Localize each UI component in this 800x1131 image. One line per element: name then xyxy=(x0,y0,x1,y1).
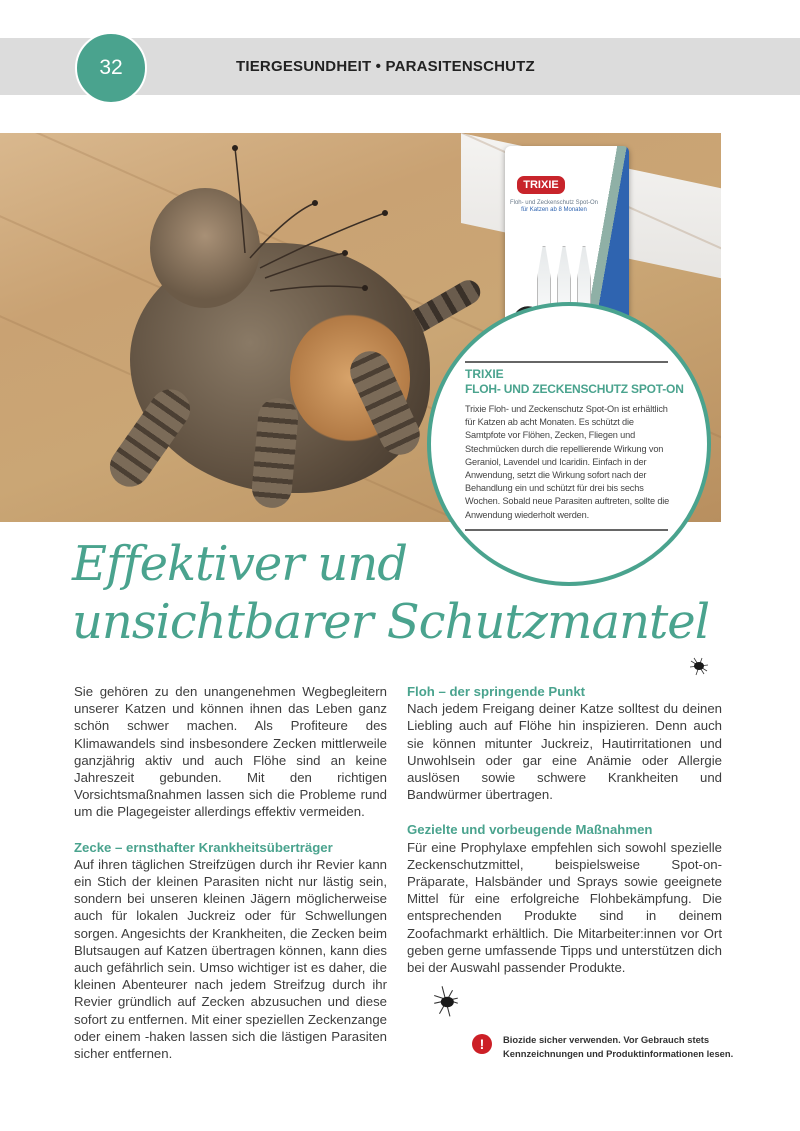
intro-paragraph: Sie gehören zu den unangenehmen Wegbegleitern unserer Katzen und können ihnen das Leben ganz schön schwer machen. Als Profiteure des Klimawandels sind insbesondere Zecken mittlerweile ganzjährig aktiv und auch Flöhe sind an keine Jahreszeit gebunden. Mit den richtigen Vorsichtsmaßnahmen lassen sich die Probleme rund um die Plagegeister allerdings effektiv vermeiden. xyxy=(74,684,387,820)
page-number: 32 xyxy=(99,56,123,79)
page-number-badge xyxy=(75,32,147,104)
tick-illustrations-icon xyxy=(220,143,400,293)
notice-text: Biozide sicher verwenden. Vor Gebrauch stets Kennzeichnungen und Produktinformationen lesen. xyxy=(503,1034,734,1059)
biocide-notice xyxy=(472,1033,733,1061)
divider xyxy=(465,361,668,363)
section-heading-fleas: Floh – der springende Punkt xyxy=(407,684,586,699)
product-pack-name: Floh- und Zeckenschutz Spot-On für Katzen ab 8 Monaten xyxy=(509,200,599,213)
product-brand: TRIXIE xyxy=(465,367,504,381)
section-heading-measures: Gezielte und vorbeugende Maßnahmen xyxy=(407,822,653,838)
section-heading-ticks: Zecke – ernsthafter Krankheitsüberträger xyxy=(74,839,333,855)
ticks-paragraph: Auf ihren täglichen Streifzügen durch ihr Revier kann ein Stich der kleinen Parasiten nicht nur lästig sein, sondern bei unseren kleinen Jägern möglicherweise auch für lokalen Juckreiz oder für Schwellungen sorgen. Angesichts der Krankheiten, die Zecken beim Blutsaugen auf Katzen übertragen können, kann dies auch gefährlich sein. Umso wichtiger ist es daher, die kleinen Abenteurer nach jedem Streifzug durch ihr Revier gründlich auf Zecken abzusuchen und diese sofort zu entfernen. Mit einer speziellen Zeckenzange oder einem -haken lassen sich die lästigen Parasiten sicher entfernen. xyxy=(74,856,388,1062)
left-column xyxy=(74,683,387,1062)
article-headline: Effektiver und unsichtbarer Schutzmantel xyxy=(72,536,710,650)
product-title: FLOH- UND ZECKENSCHUTZ SPOT-ON xyxy=(465,382,684,396)
divider xyxy=(465,529,668,531)
warning-exclamation-icon: ! xyxy=(472,1034,492,1054)
trixie-logo: TRIXIE xyxy=(515,174,567,196)
right-column xyxy=(407,683,722,976)
section-title: TIERGESUNDHEIT • PARASITENSCHUTZ xyxy=(236,58,535,75)
tick-icon xyxy=(431,985,461,1019)
tick-icon xyxy=(688,655,710,677)
measures-paragraph: Für eine Prophylaxe empfehlen sich sowohl spezielle Zeckenschutzmittel, beispielsweise Spot-on-Präparate, Halsbänder und Sprays sowie geeignete Mittel für eine erfolgreiche Flohbekämpfung. Die entsprechenden Produkte sind in deinem Zoofachmarkt erhältlich. Die Mitarbeiter:innen vor Ort geben gerne umfassende Tipps und unterstützen dich bei der Auswahl passender Produkte. xyxy=(407,839,722,976)
fleas-paragraph: Nach jedem Freigang deiner Katze solltest du deinen Liebling auch auf Flöhe hin inspizieren. Denn auch sie können mitunter Juckreiz, Hautirritationen und Unwohlsein oder gar eine Anämie oder Allergie auslösen sowie schwere Krankheiten und Bandwürmer übertragen. xyxy=(407,701,722,803)
product-description: Trixie Floh- und Zeckenschutz Spot-On ist erhältlich für Katzen ab acht Monaten. Es schützt die Samtpfote vor Flöhen, Zecken, Fliegen und Stechmücken durch die repellierende Wirkung von Geraniol, Lavendel und Icaridin. Einfach in der Anwendung, setzt die Wirkung sofort nach der Behandlung ein und schützt für drei bis sechs Wochen. Sobald neue Parasiten auftreten, sollte die Anwendung wiederholt werden. xyxy=(465,404,670,520)
